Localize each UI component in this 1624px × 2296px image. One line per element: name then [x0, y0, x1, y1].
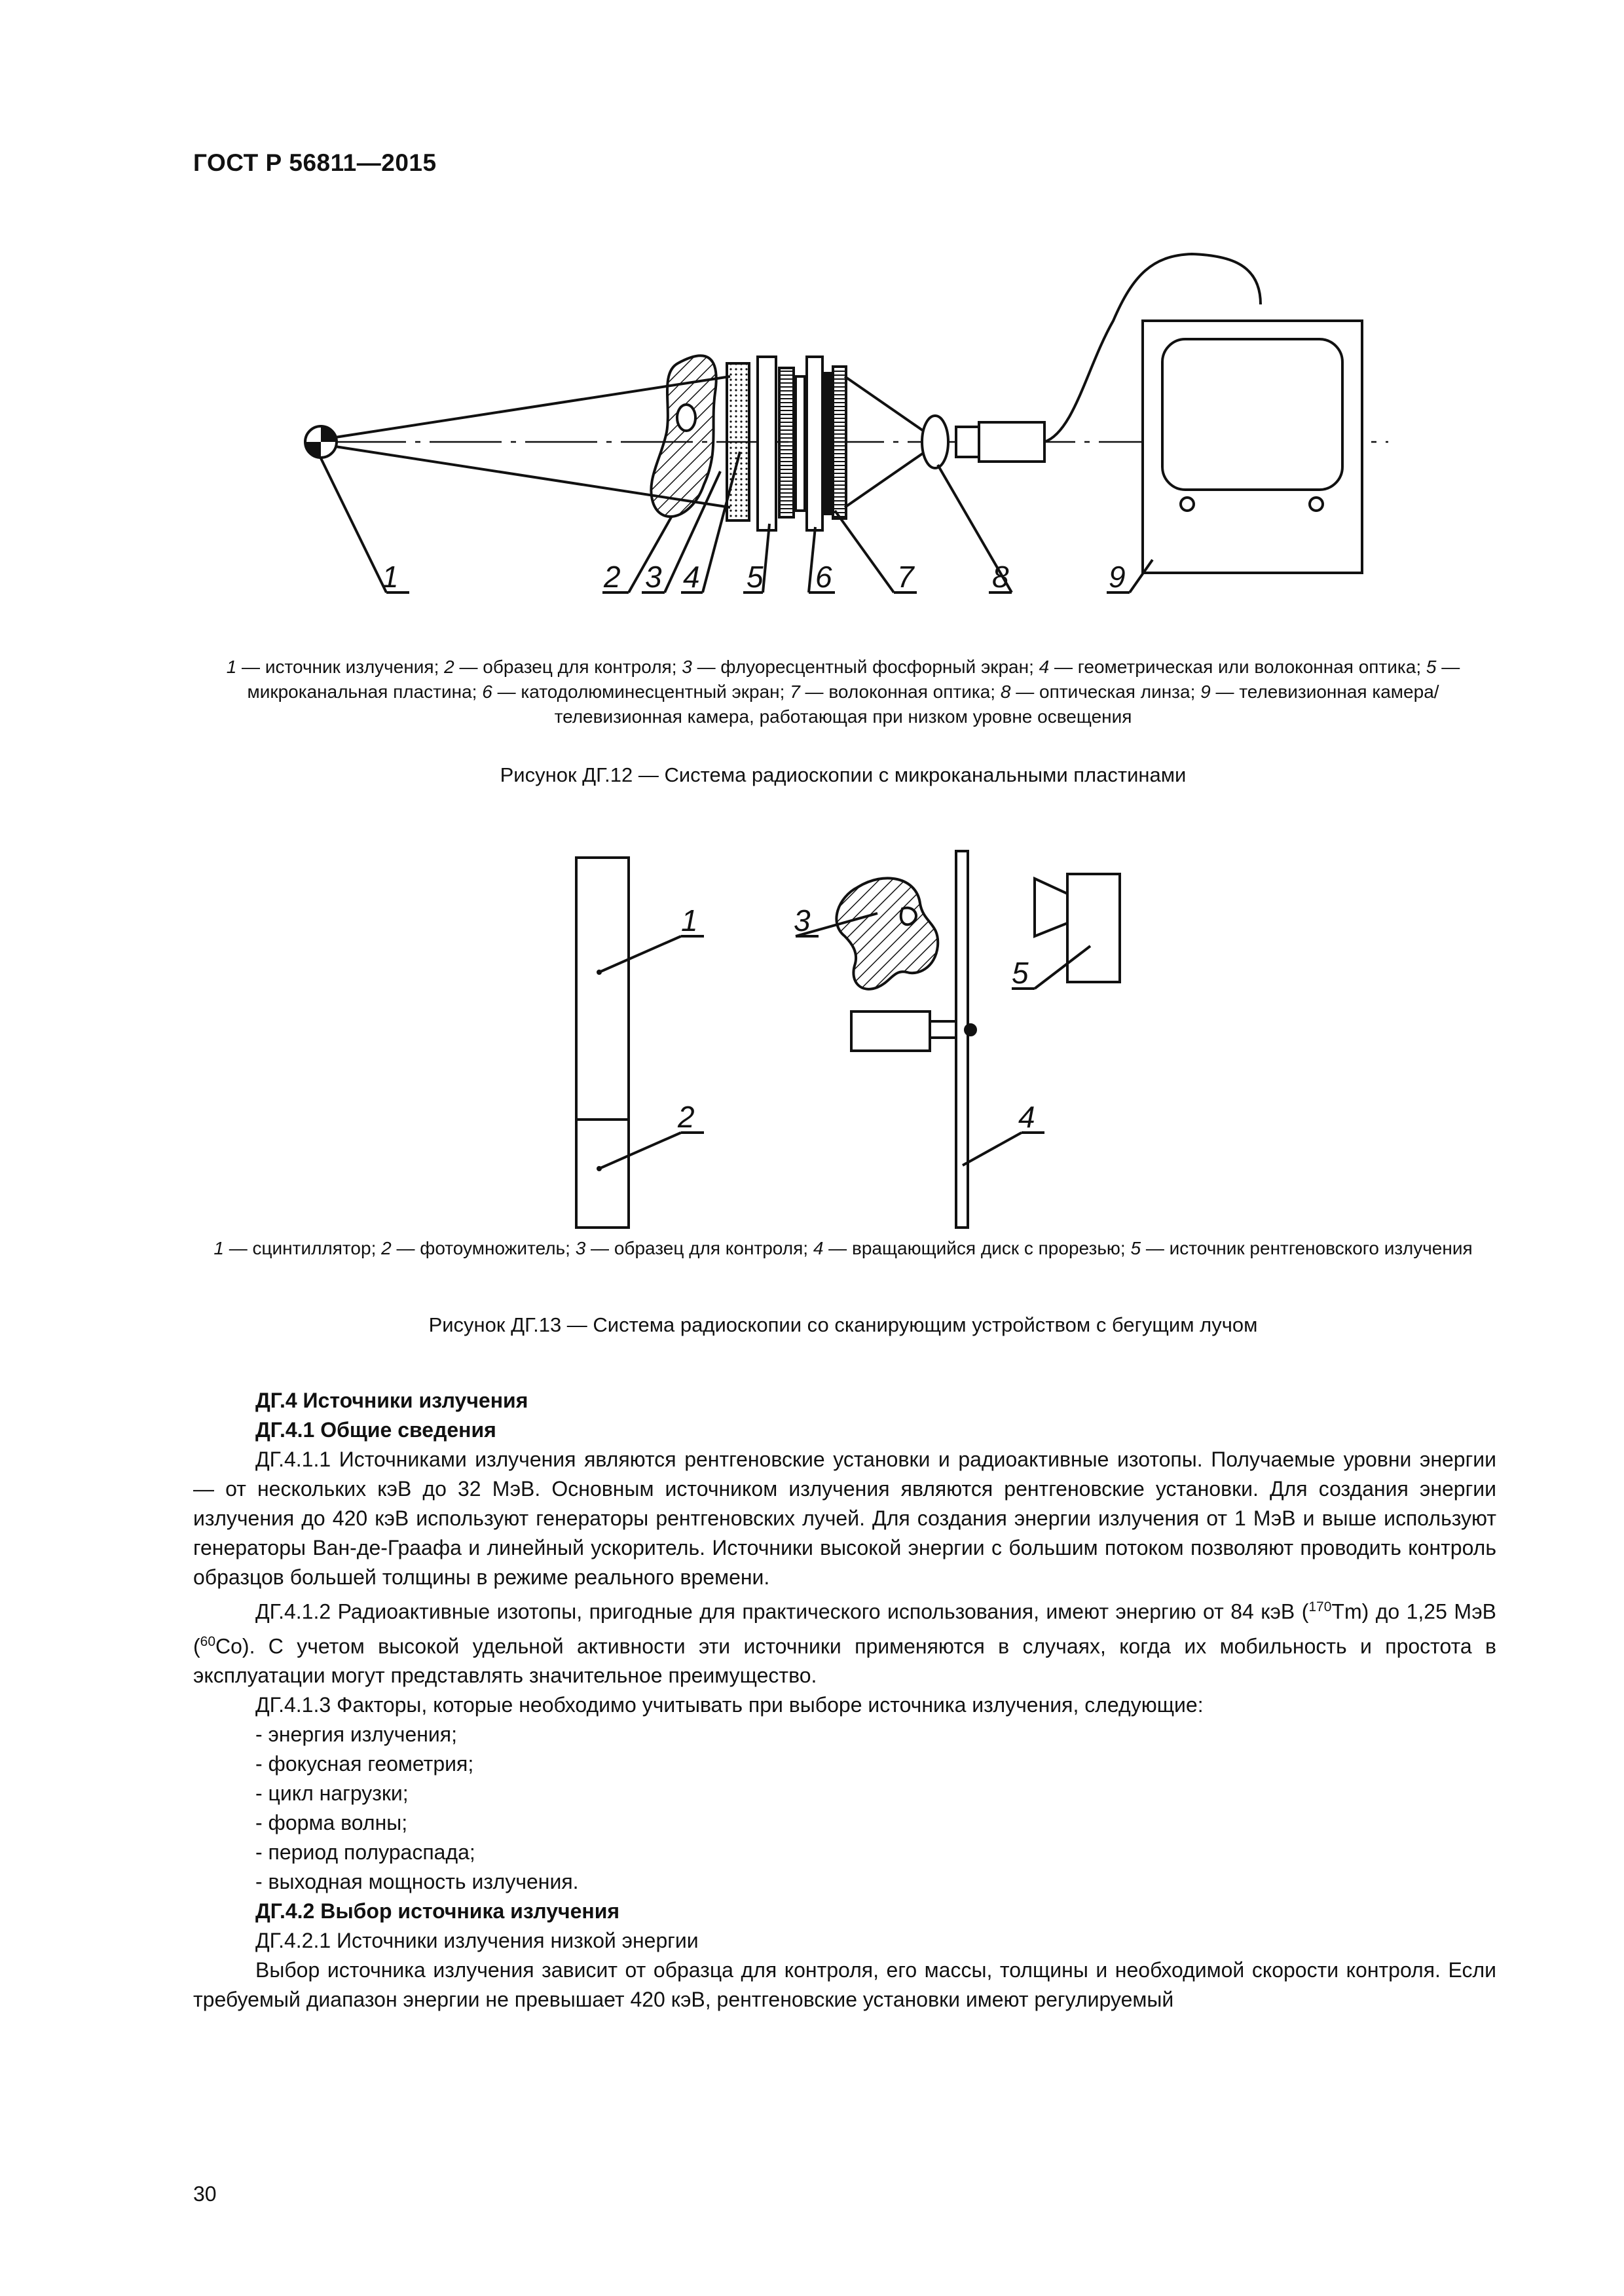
fig12-label: 1 — [382, 560, 399, 594]
list-item: - период полураспада; — [193, 1838, 1496, 1867]
fig13-label: 5 — [1012, 956, 1029, 990]
list-item: - выходная мощность излучения. — [193, 1867, 1496, 1897]
section-heading: ДГ.4 Источники излучения — [255, 1389, 528, 1412]
paragraph: Выбор источника излучения зависит от образца для контроля, его массы, толщины и необходимой скорости контроля. Если требуемый диапазон энергии не превышает 420 кэВ, рентгеновские установки имеют регулируемый — [193, 1958, 1496, 2012]
subsection-heading: ДГ.4.2 Выбор источника излучения — [255, 1899, 620, 1923]
list-item: - фокусная геометрия; — [193, 1749, 1496, 1779]
paragraph: ДГ.4.1.2 Радиоактивные изотопы, пригодные для практического использования, имеют энергию от 84 кэВ ($^{170}$Tm) до 1,25 МэВ ($^{60}$Co). С учетом высокой удельной активности эти источники применяются в случаях, когда их мобильность и простота в эксплуатации могут представлять значительное преимущество. — [193, 1599, 1497, 1688]
figure-12-legend: 1 — источник излучения; 2 — образец для контроля; 3 — флуоресцентный фосфорный экран; 4 — геометрическая или волоконная оптика; 5 — микроканальная пластина; 6 — катодолюминесцентный экран; 7 — волоконная оптика; 8 — оптическая линза; 9 — телевизионная камера/телевизионная камера, работающая при низком уровне освещения — [226, 657, 1460, 727]
list-item: - цикл нагрузки; — [193, 1779, 1496, 1808]
fig12-label: 2 — [604, 560, 621, 594]
page-number: 30 — [193, 2182, 217, 2206]
figure-12-caption: Рисунок ДГ.12 — Система радиоскопии с микроканальными пластинами — [500, 763, 1187, 786]
list-item: - форма волны; — [193, 1808, 1496, 1838]
fig12-label: 3 — [645, 560, 662, 594]
figure-13-caption: Рисунок ДГ.13 — Система радиоскопии со сканирующим устройством с бегущим лучом — [428, 1313, 1258, 1336]
fig12-label: 5 — [747, 560, 764, 594]
fig12-label: 6 — [815, 560, 832, 594]
fig13-label: 1 — [681, 903, 698, 938]
figure-13-legend: 1 — сцинтиллятор; 2 — фотоумножитель; 3 — образец для контроля; 4 — вращающийся диск с прорезью; 5 — источник рентгеновского излучения — [213, 1238, 1473, 1258]
list-item: - энергия излучения; — [193, 1720, 1496, 1749]
fig12-label: 4 — [683, 560, 700, 594]
fig13-label: 2 — [678, 1100, 695, 1134]
paragraph: ДГ.4.1.1 Источниками излучения являются рентгеновские установки и радиоактивные изотопы. Получаемые уровни энергии — от нескольких кэВ до 32 МэВ. Основным источником излучения являются рентгеновские установки. Для создания энергии излучения до 420 кэВ используют генераторы рентгеновских лучей. Для создания энергии излучения от 1 МэВ и выше используют генераторы Ван-де-Граафа и линейный ускоритель. Источники высокой энергии с большим потоком позволяют проводить контроль образцов большей толщины в режиме реального времени. — [193, 1448, 1496, 1589]
section-body — [193, 1386, 1496, 2014]
subsection-heading: ДГ.4.1 Общие сведения — [255, 1418, 496, 1442]
paragraph: ДГ.4.2.1 Источники излучения низкой энергии — [255, 1929, 699, 1953]
factors-list — [193, 1720, 1496, 1897]
figure-12-diagram — [0, 0, 1624, 629]
fig12-label: 8 — [992, 560, 1009, 594]
fig13-label: 4 — [1018, 1100, 1035, 1134]
fig12-label: 9 — [1109, 560, 1126, 594]
paragraph: ДГ.4.1.3 Факторы, которые необходимо учитывать при выборе источника излучения, следующие: — [255, 1693, 1204, 1717]
fig13-label: 3 — [794, 903, 811, 938]
document-header: ГОСТ Р 56811—2015 — [193, 149, 437, 176]
figure-13-diagram — [0, 825, 1624, 1231]
fig12-label: 7 — [897, 560, 914, 594]
